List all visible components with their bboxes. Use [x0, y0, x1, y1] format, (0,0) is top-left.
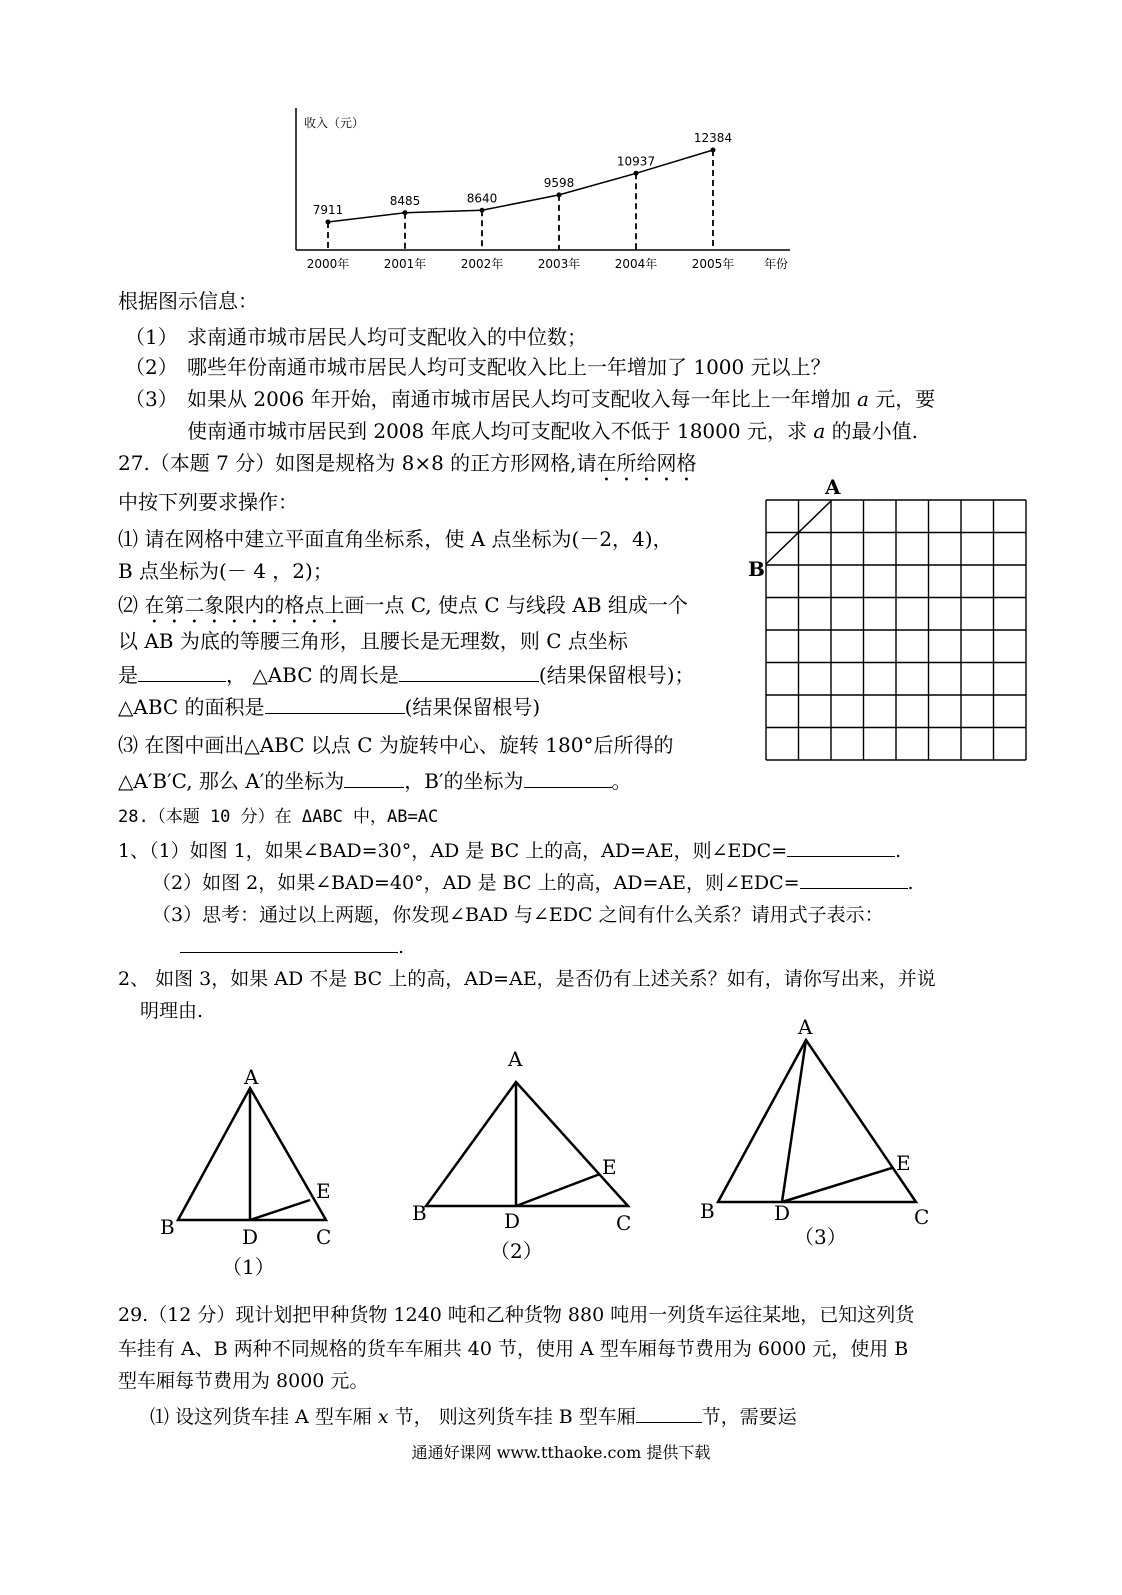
x-tick-label: 2002年	[460, 257, 504, 271]
answer-blank-b-cars[interactable]	[636, 1404, 702, 1423]
fig2-label-e: E	[602, 1155, 617, 1179]
q26-item-1	[125, 322, 587, 352]
q28-s1-3b	[180, 932, 404, 962]
q27-p3-b	[118, 766, 632, 796]
q29-p1: 29.（12 分）现计划把甲种货物 1240 吨和乙种货物 880 吨用一列货车运往某地，已知这列货	[118, 1304, 915, 1326]
answer-blank-b-prime[interactable]	[524, 769, 612, 788]
fig1-label-c: C	[316, 1225, 332, 1249]
answer-blank-perimeter[interactable]	[399, 663, 539, 682]
fig3-label-d: D	[774, 1201, 791, 1225]
q28-s1-2	[152, 868, 914, 898]
q26-item-3-cont-a: 使南通市城市居民到 2008 年底人均可支配收入不低于 18000 元，求	[187, 419, 814, 443]
q28-s2-b: 明理由.	[140, 1000, 204, 1022]
x-tick-label: 2004年	[614, 257, 658, 271]
q29-p4-var: x	[377, 1406, 389, 1428]
q27-p2-dotted: 在第二象限内的格点上	[144, 593, 345, 617]
q27-p2-d1: △ABC 的面积是	[118, 695, 265, 719]
q27-p1-a: ⑴ 请在网格中建立平面直角坐标系，使 A 点坐标为(－2，4)，	[118, 527, 673, 551]
q28-s2-a: 2、 如图 3，如果 AD 不是 BC 上的高，AD=AE，是否仍有上述关系？如有，请你写出来，并说	[118, 968, 936, 990]
q29-p4-c: 节，需要运	[701, 1406, 797, 1428]
q27-p3-b2: ，B′的坐标为	[404, 769, 524, 793]
answer-blank-relation[interactable]	[180, 934, 398, 953]
fig1-label-e: E	[316, 1179, 331, 1203]
q29-p4	[150, 1402, 797, 1432]
q29-p2: 车挂有 A、B 两种不同规格的货车车厢共 40 节，使用 A 型车厢每节费用为 6000 元，使用 B	[118, 1338, 909, 1360]
grid-label-a: A	[825, 475, 841, 499]
q26-item-3-cont-b: 的最小值.	[825, 419, 918, 443]
q27-title-dotted: 在所给网格	[596, 451, 697, 475]
fig2-label-d: D	[504, 1209, 521, 1233]
q27-p2-c3: (结果保留根号)；	[538, 663, 695, 687]
series-line	[328, 150, 713, 222]
q28-s1-1	[118, 836, 901, 866]
q26-item-3-num: （3）	[125, 387, 178, 411]
q28-s1-2a: （2）如图 2，如果∠BAD=40°，AD 是 BC 上的高，AD=AE，则∠EDC=	[152, 872, 800, 894]
q26-item-2-text: 哪些年份南通市城市居民人均可支配收入比上一年增加了 1000 元以上？	[187, 355, 831, 379]
q27-title-b: 中按下列要求操作：	[118, 490, 298, 514]
fig3-label-a: A	[798, 1015, 813, 1039]
answer-blank-edc-1[interactable]	[787, 838, 895, 857]
data-label: 8485	[389, 193, 421, 208]
income-line-chart	[280, 100, 820, 275]
q28-s1-1a: 1、（1）如图 1，如果∠BAD=30°，AD 是 BC 上的高，AD=AE，则∠EDC=	[118, 840, 788, 862]
y-axis-label: 收入（元）	[304, 116, 365, 130]
q27-title	[118, 448, 697, 486]
q27-p2-a	[118, 590, 688, 628]
q26-item-3-cont-var: a	[813, 419, 826, 443]
data-point	[480, 208, 485, 213]
data-point	[711, 148, 716, 153]
triangle-figure-3	[700, 1015, 929, 1249]
x-tick-label: 2000年	[306, 257, 350, 271]
q27-p2-rest: 画一点 C, 使点 C 与线段 AB 组成一个	[344, 593, 688, 617]
q29-p4-b: 节， 则这列货车挂 B 型车厢	[388, 1406, 636, 1428]
q26-item-2-num: （2）	[125, 355, 178, 379]
triangle-figure-2	[412, 1047, 631, 1263]
q26-item-3-cont	[187, 416, 918, 446]
q26-item-3-text-b: 元，要	[868, 387, 936, 411]
fig3-label-b: B	[700, 1199, 715, 1223]
triangle-abc-2	[426, 1082, 628, 1206]
q27-p2-d2: (结果保留根号)	[404, 695, 541, 719]
footer-credit: 通通好课网 www.tthaoke.com 提供下载	[411, 1443, 711, 1462]
q27-p2-c2: ， △ABC 的周长是	[226, 663, 399, 687]
q28-s1-3b-dot: .	[398, 936, 405, 958]
fig3-label-c: C	[914, 1205, 930, 1229]
fig1-label-d: D	[242, 1225, 259, 1249]
q27-p3-b1: △A′B′C, 那么 A′的坐标为	[118, 769, 345, 793]
grid-label-b: B	[748, 557, 765, 581]
fig2-label-a: A	[508, 1047, 523, 1071]
q26-item-1-num: （1）	[125, 325, 178, 349]
data-label: 12384	[693, 131, 733, 145]
answer-blank-c-coord[interactable]	[138, 663, 226, 682]
fig3-label-e: E	[896, 1151, 911, 1175]
data-point	[634, 171, 639, 176]
x-axis-label: 年份	[764, 257, 789, 271]
fig1-label-b: B	[160, 1215, 175, 1239]
q26-item-3	[125, 384, 935, 414]
q27-p2-pre: ⑵	[118, 593, 145, 617]
grid-lines	[766, 500, 1026, 760]
x-tick-label: 2005年	[691, 257, 735, 271]
answer-blank-area[interactable]	[265, 695, 405, 714]
q28-s1-3: （3）思考：通过以上两题，你发现∠BAD 与∠EDC 之间有什么关系？请用式子表示：	[152, 904, 884, 926]
q27-p1-b: B 点坐标为(－ 4 ，2)；	[118, 559, 333, 583]
data-label: 7911	[312, 203, 344, 217]
intro-text: 根据图示信息：	[118, 289, 258, 313]
fig1-caption: （1）	[222, 1255, 275, 1279]
q27-p2-c	[118, 660, 695, 690]
q27-p3-b3: 。	[611, 769, 632, 793]
q27-p2-d	[118, 692, 540, 722]
data-point	[326, 220, 331, 225]
data-label: 9598	[543, 175, 575, 190]
data-point	[557, 192, 562, 197]
x-tick-label: 2001年	[383, 257, 427, 271]
fig3-caption: （3）	[794, 1225, 847, 1249]
fig2-label-c: C	[616, 1211, 632, 1235]
triangle-abc-3	[718, 1040, 916, 1202]
fig2-caption: （2）	[490, 1239, 543, 1263]
q28-s1-2b: .	[907, 872, 914, 894]
q26-item-2	[125, 352, 831, 382]
segment-de-3	[782, 1168, 892, 1202]
data-label: 8640	[466, 191, 498, 206]
x-tick-label: 2003年	[537, 257, 581, 271]
grid-8x8-figure	[745, 472, 1035, 767]
q27-title-a: 27.（本题 7 分）如图是规格为 8×8 的正方形网格,请	[118, 451, 597, 475]
q28-s1-1b: .	[895, 840, 902, 862]
segment-de-1	[250, 1200, 310, 1220]
q27-p3-a: ⑶ 在图中画出△ABC 以点 C 为旋转中心、旋转 180°后所得的	[118, 733, 674, 757]
q27-p2-b: 以 AB 为底的等腰三角形，且腰长是无理数，则 C 点坐标	[118, 629, 628, 653]
fig1-label-a: A	[244, 1065, 259, 1089]
answer-blank-a-prime[interactable]	[344, 769, 404, 788]
q29-p4-a: ⑴ 设这列货车挂 A 型车厢	[150, 1406, 378, 1428]
triangle-figure-1	[160, 1065, 331, 1279]
data-label: 10937	[616, 154, 656, 169]
q27-p2-c1: 是	[118, 663, 138, 687]
q26-item-3-text-a: 如果从 2006 年开始，南通市城市居民人均可支配收入每一年比上一年增加	[187, 387, 857, 411]
q26-item-1-text: 求南通市城市居民人均可支配收入的中位数；	[187, 325, 587, 349]
q29-p3: 型车厢每节费用为 8000 元。	[118, 1370, 369, 1392]
answer-blank-edc-2[interactable]	[800, 870, 908, 889]
triangle-figures	[150, 1012, 950, 1284]
segment-de-2	[516, 1174, 600, 1206]
fig2-label-b: B	[412, 1201, 427, 1225]
triangle-abc-1	[178, 1088, 326, 1220]
q28-title: 28.（本题 10 分）在 ΔABC 中，AB=AC	[118, 807, 439, 827]
data-point	[403, 210, 408, 215]
q26-item-3-var: a	[856, 387, 869, 411]
